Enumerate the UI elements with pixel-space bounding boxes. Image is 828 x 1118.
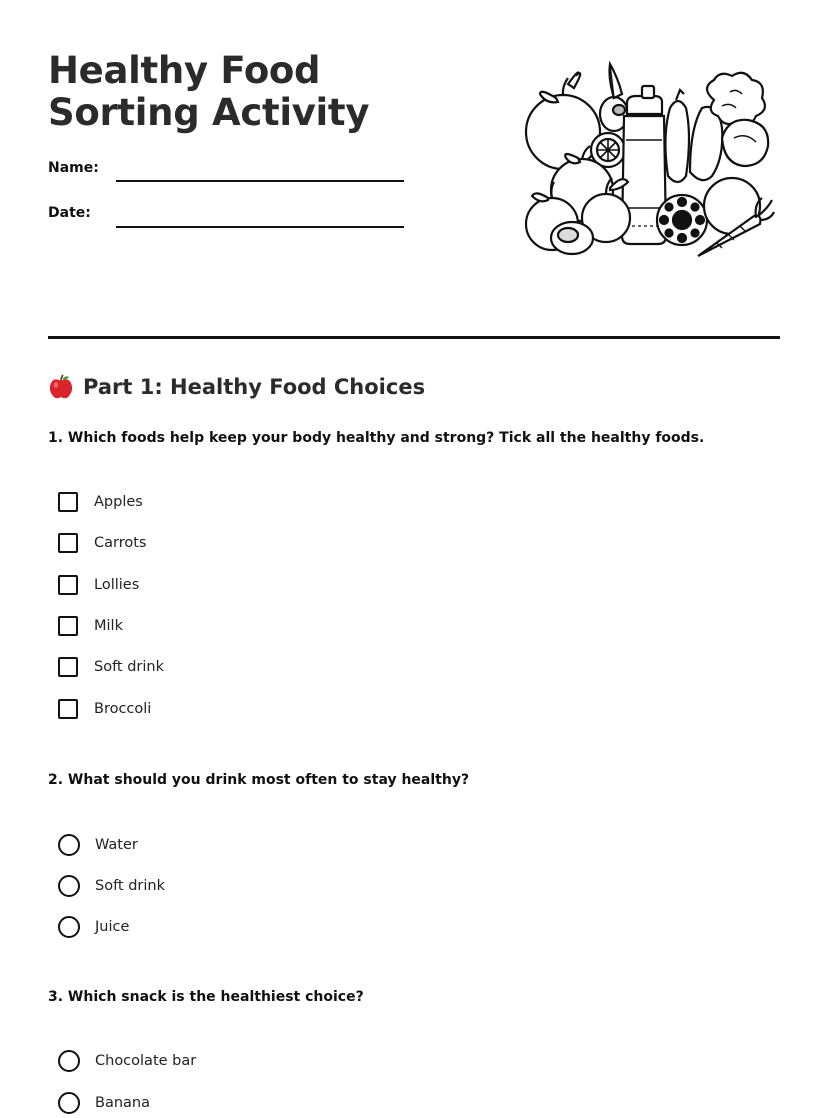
checkbox[interactable] <box>58 657 78 677</box>
question-3: 3. Which snack is the healthiest choice? <box>48 989 364 1005</box>
option-label: Water <box>95 837 138 853</box>
radio-button[interactable] <box>58 1092 80 1114</box>
question-2: 2. What should you drink most often to stay healthy? <box>48 772 470 788</box>
option-label: Soft drink <box>94 659 165 675</box>
radio-button[interactable] <box>58 916 80 938</box>
checkbox[interactable] <box>58 575 78 595</box>
option-broccoli[interactable] <box>58 699 151 719</box>
option-chocolate-bar[interactable] <box>58 1050 196 1072</box>
radio-button[interactable] <box>58 1050 80 1072</box>
option-banana[interactable] <box>58 1092 150 1114</box>
option-label: Chocolate bar <box>95 1053 197 1069</box>
option-juice[interactable] <box>58 916 129 938</box>
option-label: Banana <box>95 1095 150 1111</box>
option-label: Apples <box>94 494 143 510</box>
checkbox[interactable] <box>58 533 78 553</box>
checkbox[interactable] <box>58 616 78 636</box>
section-divider <box>48 336 780 339</box>
name-label: Name: <box>48 160 99 176</box>
option-soft-drink[interactable] <box>58 875 165 897</box>
checkbox[interactable] <box>58 699 78 719</box>
checkbox[interactable] <box>58 492 78 512</box>
option-label: Carrots <box>94 535 147 551</box>
question-1: 1. Which foods help keep your body healthy and strong? Tick all the healthy foods. <box>48 430 705 446</box>
apple-icon <box>48 374 74 400</box>
part-1-heading-text: Part 1: Healthy Food Choices <box>83 375 426 399</box>
option-label: Broccoli <box>94 701 152 717</box>
option-lollies[interactable] <box>58 575 139 595</box>
option-label: Milk <box>94 618 123 634</box>
option-carrots[interactable] <box>58 533 146 553</box>
option-label: Soft drink <box>95 878 166 894</box>
option-apples[interactable] <box>58 492 143 512</box>
option-label: Juice <box>95 919 130 935</box>
option-label: Lollies <box>94 577 140 593</box>
option-water[interactable] <box>58 834 138 856</box>
date-label: Date: <box>48 205 91 221</box>
date-field[interactable] <box>116 226 404 228</box>
name-field[interactable] <box>116 180 404 182</box>
option-milk[interactable] <box>58 616 123 636</box>
fruits-vegetables-illustration <box>518 58 778 268</box>
part-1-heading <box>48 374 425 400</box>
radio-button[interactable] <box>58 834 80 856</box>
option-soft-drink[interactable] <box>58 657 164 677</box>
worksheet-title: Healthy Food Sorting Activity <box>48 49 370 134</box>
radio-button[interactable] <box>58 875 80 897</box>
